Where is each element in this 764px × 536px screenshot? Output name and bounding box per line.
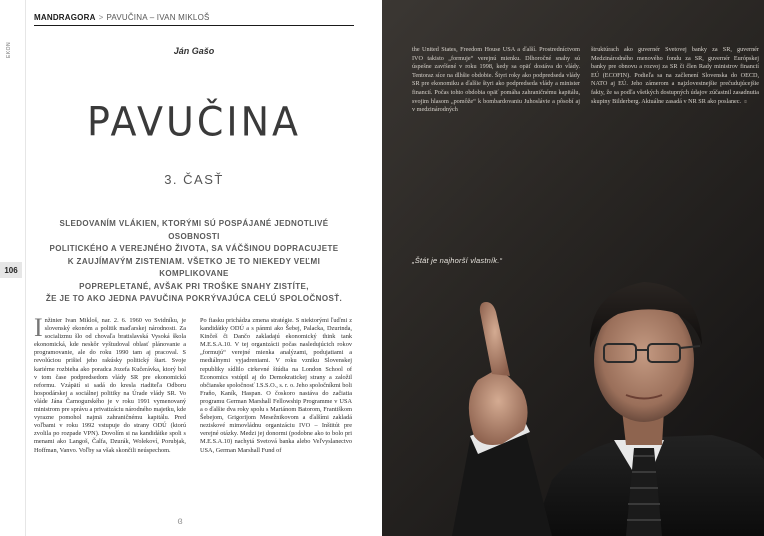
lead-line: K ZAUJÍMAVÝM ZISTENIAM. VŠETKO JE TO NIEKEDY VEĽMI KOMPLIKOVANE bbox=[67, 256, 321, 278]
right-page bbox=[382, 0, 764, 536]
lead-line: POLITICKÉHO A VEREJNÉHO ŽIVOTA, SA VÁČŠINOU DOPRACUJETE bbox=[49, 244, 339, 253]
running-head bbox=[34, 13, 354, 26]
author-byline: Ján Gašo bbox=[173, 46, 215, 56]
page-number: 106 bbox=[0, 262, 22, 278]
body-text: the United States, Freedom House USA a ďalší. Prostredníctvom IVO takisto „formuje“ verejnú mienku. Dlhoročné snahy sú úspešne zavŕšené v roku 1998, kedy sa opäť dostáva do vlády. Tentoraz síce na dlhšie obdobie. Štyri roky ako podpredseda vlády SR pre ekonomiku a ďalšie štyri ako podpredseda vlády a minister financií. Počas tohto obdobia opäť pomáha zahraničnému kapitálu, svojim hlasom „pomôže“ k bombardovaniu Juhoslávie a pôsobí aj v medzinárodných bbox=[412, 46, 580, 114]
vertical-section-label: EKON bbox=[6, 41, 12, 58]
running-head-separator: > bbox=[98, 13, 104, 22]
body-column-2 bbox=[200, 317, 352, 455]
article-part: 3. ČASŤ bbox=[164, 172, 224, 187]
left-margin bbox=[0, 0, 26, 536]
body-column-3 bbox=[412, 46, 580, 115]
running-head-subtitle: PAVUČINA – IVAN MIKLOŠ bbox=[106, 13, 210, 22]
pull-quote: „Štát je najhorší vlastník.“ bbox=[412, 256, 503, 265]
lead-line: ŽE JE TO AKO JEDNA PAVUČINA POKRÝVAJÚCA CELÚ SPOLOČNOSŤ. bbox=[45, 294, 343, 303]
body-text: nžinier Ivan Mikloš, nar. 2. 6. 1960 vo Svidníku, je slovenský ekonóm a politik maďarskej národnosti. Za socializmu šlo od chovaľa bratislavská Vysoká škola ekonomická, kde neskôr vyštudoval oblasť plánovanie a programovanie, ale do roku 1990 tam aj pracoval. S revolúciou prišiel jeho rakúsky politický štart. Svoje kariérne rozbieha ako poradca Jozefa Kučerávka, ktorý bol v tom čase podpredsedom vlády SR pre ekonomickú reformu. Vzápätí si sadá do kresla riaditeľa Odboru hospodárskej a sociálnej politiky na Úrade vlády SR. Vo vláde Jána Čarnogurského je v roku 1991 vymenovaný ministrom pre správu a privatizáciu národného majetku, kde vyrazne pomohol najmä zahraničnému kapitálu. Pred voľbami v roku 1992 vstupuje do strany ODÚ (ktorú zvolila po rozpade VPN). Dovolím si na kandidátke spoli s menami ako Langoš, Čalfa, Dzurák, Wolekoví, Porubjak, Hoffman, Vanvo. Voľby sa však skončili neúspechom. bbox=[34, 317, 186, 454]
lead-line: SLEDOVANÍM VLÁKIEN, KTORÝMI SÚ POSPÁJANÉ JEDNOTLIVÉ OSOBNOSTI bbox=[59, 219, 329, 241]
body-column-1 bbox=[34, 313, 186, 455]
drop-cap: I bbox=[34, 313, 43, 342]
body-text: štruktúrach ako guvernér Svetovej banky za SR, guvernér Medzinárodného menového fondu za SR, guvernér Európskej banky pre obnovu a rozvoj za SR či člen Rady ministrov financií EÚ (ECOFIN). Podieľa sa na začlenení Slovenska do OECD, NATO aj EÚ. Jeho zámerom a najzlovestnejšie prečudujúcejšie fakty, že sa podľa všetkých dostupných údajov zúčastnil zasadnutia skupiny Bilderberg. Aktuálne zasadá v NR SR ako poslanec. bbox=[591, 46, 759, 105]
end-mark-icon: ɞ bbox=[744, 98, 747, 105]
body-text: Po fiasku prichádza zmena stratégie. S niektorými ľuďmi z kandidátky ODÚ a s pánmi ako Šebej, Palacka, Dzurinda, Kinčeš či Dančo zakladajú ekonomický think tank M.E.S.A.10. V tej organizácii počas nasledujúcich rokov „formujú“ verejné mienka analýzami, podujatiami a mediálnymi vyjadreniami. V roku vzniku Slovenskej republiky sídlilo cirkevné štúdia na London School of Economics vstúpil aj do Demokratickej strany a založil občianske spoločnosť I.S.S.O., s. r. o. Jeho spoločníkmi boli Fraňo, Kaník, Haspan. O čoskoro nastáva do začiatia programu German Marshall Fellowship Programme v USA a o ďalšie dva roky spolu s Mariánom Batorom, Františkom Šebejom, Grigorijom Mesežnikovom a ďalšími zakladá neziskové mimovládnu organizáciu IVO – Inštitút pre verejné otázky. Medzi jej donormi (podobne ako to bolo pri M.E.S.A.10) nachytá Svetová banka alebo Veľvyslanectvo USA, German Marshall Fund of bbox=[200, 317, 352, 454]
article-title: PAVUČINA bbox=[86, 98, 302, 146]
lead-paragraph bbox=[44, 218, 344, 306]
portrait-photo bbox=[382, 240, 764, 536]
running-head-series: MANDRAGORA bbox=[34, 13, 96, 22]
index-finger bbox=[480, 302, 510, 376]
ornament-icon: ɞ bbox=[177, 516, 183, 527]
body-column-4 bbox=[591, 46, 759, 106]
lead-line: POPREPLETANÉ, AVŠAK PRI TROŠKE SNAHY ZISTÍTE, bbox=[79, 281, 309, 291]
